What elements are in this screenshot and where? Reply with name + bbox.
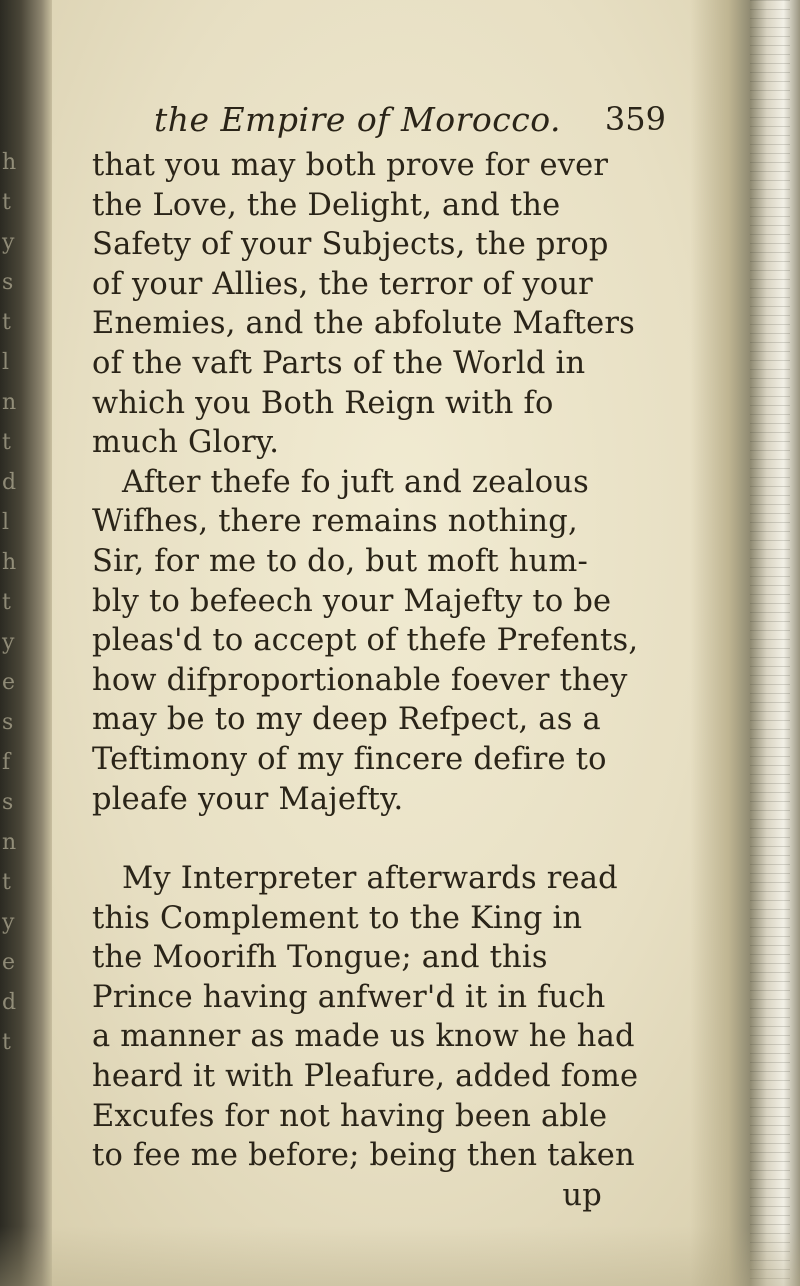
facing-page-letter: t bbox=[2, 310, 11, 335]
running-head bbox=[92, 100, 692, 146]
text-line: pleas'd to accept of thefe Prefents, bbox=[92, 623, 639, 659]
facing-page-letter: y bbox=[2, 630, 15, 655]
page-number: 359 bbox=[604, 100, 666, 138]
text-line: the Love, the Delight, and the bbox=[92, 187, 561, 223]
text-line: of your Allies, the terror of your bbox=[92, 266, 593, 302]
facing-page-edge bbox=[0, 0, 52, 1286]
facing-page-letter: l bbox=[2, 510, 10, 535]
facing-page-letter: s bbox=[2, 790, 14, 815]
text-line: to fee me before; being then taken bbox=[92, 1138, 635, 1174]
facing-page-letter: d bbox=[2, 470, 17, 495]
facing-page-letter: y bbox=[2, 910, 15, 935]
facing-page-letter: t bbox=[2, 190, 11, 215]
book-page bbox=[92, 100, 692, 1215]
text-line: a manner as made us know he had bbox=[92, 1019, 635, 1055]
text-line: Prince having anfwer'd it in fuch bbox=[92, 979, 606, 1015]
facing-page-letter: n bbox=[2, 830, 17, 855]
text-line: Enemies, and the abfolute Mafters bbox=[92, 306, 636, 342]
paragraph-1 bbox=[92, 146, 692, 463]
paragraph-3 bbox=[92, 859, 692, 1215]
catchword: up bbox=[562, 1177, 602, 1213]
text-line: much Glory. bbox=[92, 425, 280, 461]
facing-page-letter: f bbox=[2, 750, 11, 775]
facing-page-letter: h bbox=[2, 150, 17, 175]
running-head-title: the Empire of Morocco. bbox=[154, 100, 561, 139]
text-line: which you Both Reign with fo bbox=[92, 385, 554, 421]
paragraph-gap bbox=[92, 819, 692, 859]
facing-page-letter: d bbox=[2, 990, 17, 1015]
text-line: heard it with Pleafure, added fome bbox=[92, 1059, 639, 1095]
text-line: My Interpreter afterwards read bbox=[122, 861, 618, 897]
facing-page-letter: n bbox=[2, 390, 17, 415]
facing-page-letter: e bbox=[2, 950, 16, 975]
text-line: bly to befeech your Majefty to be bbox=[92, 583, 612, 619]
text-line: Teftimony of my fincere defire to bbox=[92, 741, 607, 777]
facing-page-letter: s bbox=[2, 270, 14, 295]
facing-page-letter: t bbox=[2, 1030, 11, 1055]
facing-page-letter: t bbox=[2, 870, 11, 895]
text-line: Safety of your Subjects, the prop bbox=[92, 227, 609, 263]
facing-page-letter: t bbox=[2, 430, 11, 455]
text-line: of the vaft Parts of the World in bbox=[92, 345, 586, 381]
page-edge-lines bbox=[750, 0, 790, 1286]
text-line: may be to my deep Refpect, as a bbox=[92, 702, 601, 738]
facing-page-letter: y bbox=[2, 230, 15, 255]
text-line: how difproportionable foever they bbox=[92, 662, 628, 698]
text-line: After thefe fo juft and zealous bbox=[122, 464, 589, 500]
page-bottom-shadow bbox=[0, 1226, 800, 1286]
text-line: Wifhes, there remains nothing, bbox=[92, 504, 578, 540]
facing-page-letter: h bbox=[2, 550, 17, 575]
book-gutter-edge bbox=[690, 0, 800, 1286]
facing-page-letter: e bbox=[2, 670, 16, 695]
text-line: Sir, for me to do, but moft hum- bbox=[92, 543, 589, 579]
facing-page-letter: s bbox=[2, 710, 14, 735]
facing-page-letter: l bbox=[2, 350, 10, 375]
text-line: that you may both prove for ever bbox=[92, 148, 609, 183]
paragraph-2 bbox=[92, 463, 692, 819]
text-line: Excufes for not having been able bbox=[92, 1098, 608, 1134]
facing-page-letter: t bbox=[2, 590, 11, 615]
text-line: the Moorifh Tongue; and this bbox=[92, 940, 548, 976]
text-line: pleafe your Majefty. bbox=[92, 781, 404, 817]
text-line: this Complement to the King in bbox=[92, 900, 583, 936]
